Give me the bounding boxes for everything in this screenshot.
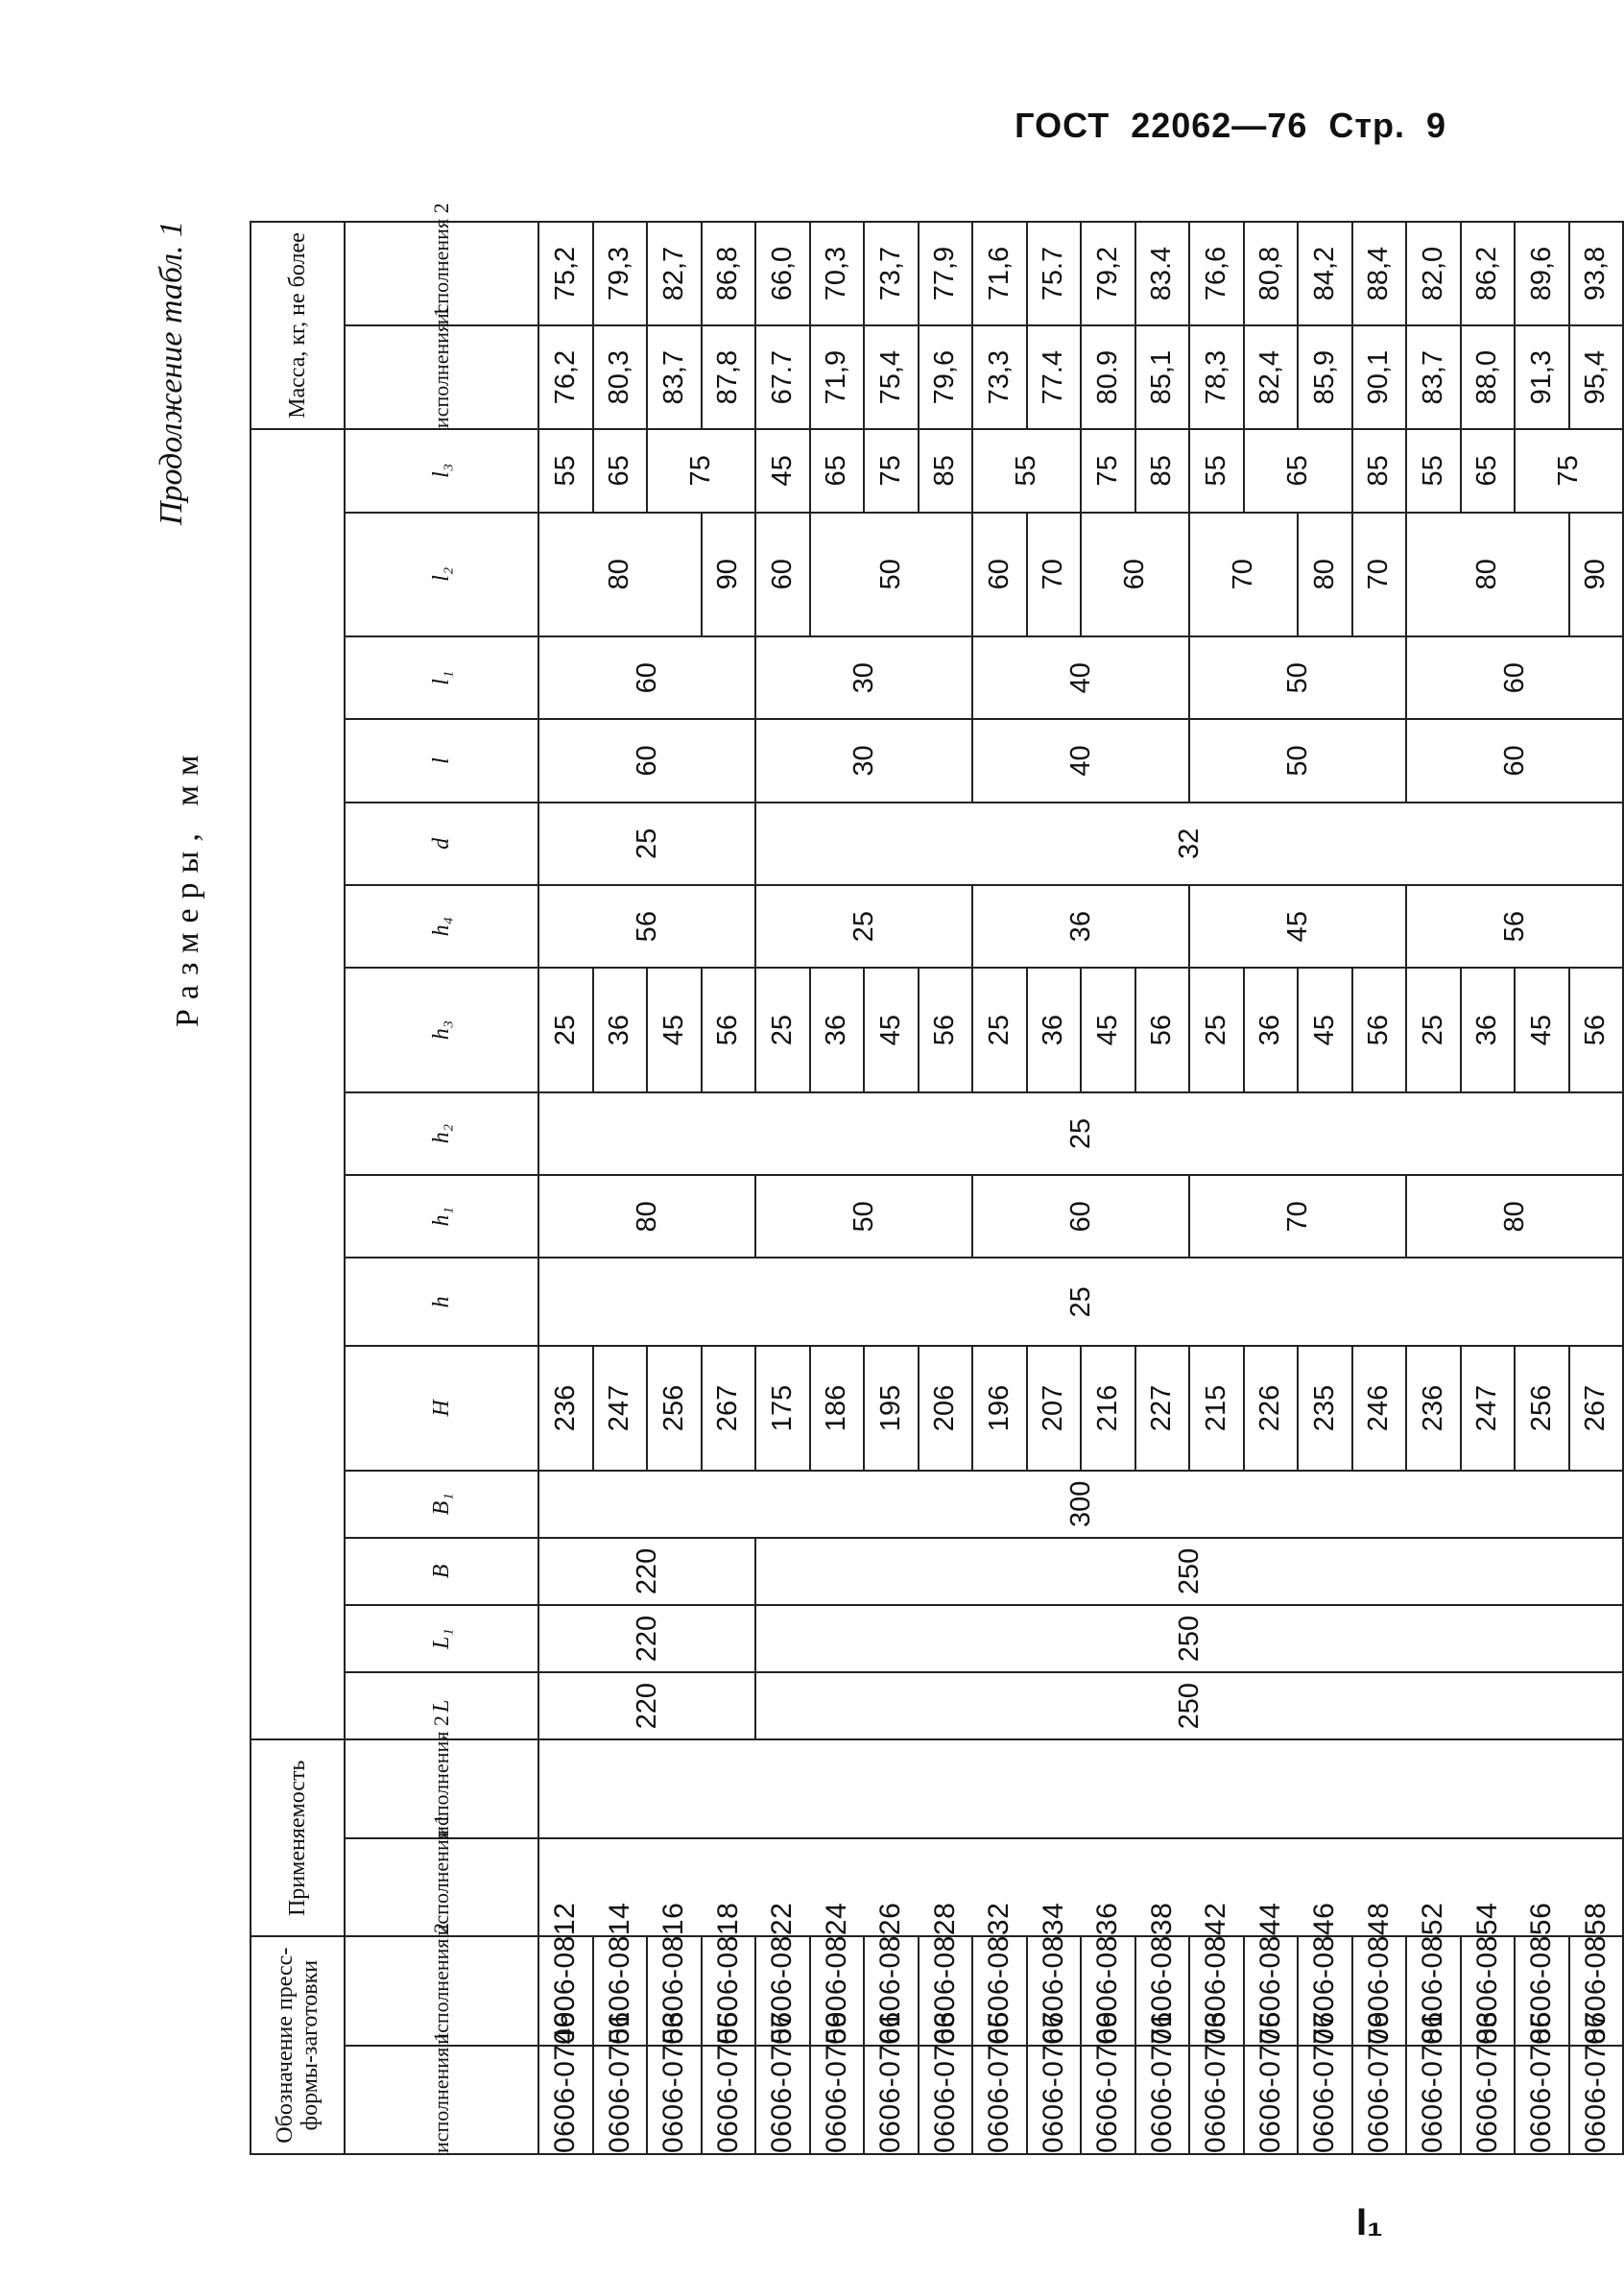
mass2-value: 75.7 [1027, 222, 1082, 325]
page-number: 9 [1425, 106, 1446, 145]
exec2-code: 0606-0856 [1515, 1936, 1569, 2045]
l3-value: 75 [1081, 429, 1135, 512]
B-value: 220 [538, 1538, 755, 1605]
l2-value: 80 [1406, 513, 1569, 637]
mass1-value: 83,7 [1406, 325, 1461, 429]
exec1-code: 0606-0751 [593, 2046, 648, 2154]
h4-value: 36 [972, 885, 1189, 968]
exec1-code: 0606-0787 [1569, 2046, 1624, 2154]
h1-value: 70 [1189, 1175, 1406, 1258]
h1-value: 50 [755, 1175, 972, 1258]
mass2-value: 82,0 [1406, 222, 1461, 325]
mass2-value: 71,6 [972, 222, 1027, 325]
mass1-value: 95,4 [1569, 325, 1624, 429]
exec2-code: 0606-0824 [810, 1936, 865, 2045]
exec1-code: 0606-0757 [755, 2046, 810, 2154]
h1-value: 80 [1406, 1175, 1623, 1258]
col-d-header: d [345, 803, 538, 885]
l2-value: 50 [810, 513, 973, 637]
app1-header: исполнения 1 [345, 1838, 538, 1937]
h3-value: 36 [1027, 968, 1082, 1092]
table-title-row [149, 221, 235, 2155]
l2-value: 60 [972, 513, 1027, 637]
mass1-value: 85,1 [1135, 325, 1190, 429]
l-value: 30 [755, 719, 972, 802]
H-value: 246 [1352, 1346, 1407, 1471]
L1-value: 220 [538, 1605, 755, 1672]
app1-cell [538, 1838, 1623, 1937]
l3-value: 75 [647, 429, 755, 512]
mass2-value: 75,2 [538, 222, 593, 325]
l2-value: 70 [1027, 513, 1082, 637]
l2-value: 70 [1352, 513, 1407, 637]
h3-value: 56 [702, 968, 756, 1092]
exec1-header: исполнения 1 [345, 2046, 538, 2154]
h3-value: 45 [1515, 968, 1569, 1092]
dimensions-group-header [251, 429, 345, 1739]
exec2-code: 0606-0816 [647, 1936, 702, 2045]
h3-value: 56 [919, 968, 973, 1092]
B-value: 250 [755, 1538, 1623, 1605]
mass1-value: 80,3 [593, 325, 648, 429]
mass2-value: 82,7 [647, 222, 702, 325]
exec2-code: 0606-0846 [1298, 1936, 1352, 2045]
mass2-value: 88,4 [1352, 222, 1407, 325]
l1-value: 50 [1189, 636, 1406, 719]
h3-value: 25 [1406, 968, 1461, 1092]
l2-value: 80 [538, 513, 702, 637]
standard-label: ГОСТ [1015, 106, 1111, 145]
exec2-code: 0606-0812 [538, 1936, 593, 2045]
H-value: 256 [1515, 1346, 1569, 1471]
H-value: 175 [755, 1346, 810, 1471]
col-L1-header: L₁ [345, 1605, 538, 1672]
page-label: Стр. [1328, 106, 1405, 145]
mass1-value: 91,3 [1515, 325, 1569, 429]
exec2-code: 0606-0822 [755, 1936, 810, 2045]
applicability-header: Применяемость [251, 1739, 345, 1936]
exec2-code: 0606-0838 [1135, 1936, 1190, 2045]
exec2-code: 0606-0858 [1569, 1936, 1624, 2045]
h3-value: 36 [810, 968, 865, 1092]
exec2-code: 0606-0834 [1027, 1936, 1082, 2045]
H-value: 236 [538, 1346, 593, 1471]
h4-value: 56 [1406, 885, 1623, 968]
h3-value: 56 [1135, 968, 1190, 1092]
mass2-value: 66,0 [755, 222, 810, 325]
mass2-value: 73,7 [864, 222, 919, 325]
exec2-code: 0606-0852 [1406, 1936, 1461, 2045]
d-value: 32 [755, 803, 1623, 885]
exec2-code: 0606-0836 [1081, 1936, 1135, 2045]
exec1-code: 0606-0769 [1081, 2046, 1135, 2154]
mass1-value: 78,3 [1189, 325, 1244, 429]
h3-value: 45 [864, 968, 919, 1092]
h3-value: 45 [647, 968, 702, 1092]
mass2-value: 70,3 [810, 222, 865, 325]
continuation-label: Продолжение табл. 1 [154, 221, 189, 526]
h3-value: 56 [1569, 968, 1624, 1092]
exec1-code: 0606-0773 [1189, 2046, 1244, 2154]
H-value: 216 [1081, 1346, 1135, 1471]
mass1-value: 76,2 [538, 325, 593, 429]
exec1-code: 0606-0771 [1135, 2046, 1190, 2154]
mass1-value: 77.4 [1027, 325, 1082, 429]
mass2-value: 86,2 [1461, 222, 1516, 325]
h2-value: 25 [538, 1092, 1623, 1175]
l2-value: 90 [1569, 513, 1624, 637]
mass1-value: 73,3 [972, 325, 1027, 429]
exec1-code: 0606-0767 [1027, 2046, 1082, 2154]
mass1-value: 82,4 [1244, 325, 1299, 429]
h3-value: 25 [755, 968, 810, 1092]
mass1-value: 79,6 [919, 325, 973, 429]
mass1-value: 90,1 [1352, 325, 1407, 429]
mass2-value: 84,2 [1298, 222, 1352, 325]
mass1-value: 80.9 [1081, 325, 1135, 429]
l3-value: 65 [593, 429, 648, 512]
l1-value: 40 [972, 636, 1189, 719]
H-value: 247 [593, 1346, 648, 1471]
exec2-code: 0606-0818 [702, 1936, 756, 2045]
l-value: 40 [972, 719, 1189, 802]
H-value: 267 [1569, 1346, 1624, 1471]
H-value: 206 [919, 1346, 973, 1471]
exec2-code: 0606-0828 [919, 1936, 973, 2045]
col-L-header: L [345, 1672, 538, 1739]
H-value: 215 [1189, 1346, 1244, 1471]
exec2-code: 0606-0842 [1189, 1936, 1244, 2045]
mass2-value: 77,9 [919, 222, 973, 325]
col-l2-header: l₂ [345, 513, 538, 637]
mass1-value: 83,7 [647, 325, 702, 429]
l3-value: 55 [972, 429, 1081, 512]
col-h4-header: h₄ [345, 885, 538, 968]
L1-value: 250 [755, 1605, 1623, 1672]
exec2-code: 0606-0844 [1244, 1936, 1299, 2045]
col-h3-header: h₃ [345, 968, 538, 1092]
l2-value: 60 [1081, 513, 1189, 637]
mass2-value: 86,8 [702, 222, 756, 325]
h3-value: 45 [1081, 968, 1135, 1092]
mass1-value: 88,0 [1461, 325, 1516, 429]
mass2-value: 79,3 [593, 222, 648, 325]
exec2-code: 0606-0832 [972, 1936, 1027, 2045]
l1-value: 60 [1406, 636, 1623, 719]
exec1-code: 0606-0755 [702, 2046, 756, 2154]
exec1-code: 0606-0761 [864, 2046, 919, 2154]
h4-value: 25 [755, 885, 972, 968]
exec1-code: 0606-0783 [1461, 2046, 1516, 2154]
mass2-value: 76,6 [1189, 222, 1244, 325]
col-l1-header: l₁ [345, 636, 538, 719]
exec1-code: 0606-0765 [972, 2046, 1027, 2154]
mass2-value: 80,8 [1244, 222, 1299, 325]
h3-value: 36 [593, 968, 648, 1092]
H-value: 227 [1135, 1346, 1190, 1471]
col-l3-header: l₃ [345, 429, 538, 512]
H-value: 236 [1406, 1346, 1461, 1471]
l-value: 60 [538, 719, 755, 802]
mass1-value: 71,9 [810, 325, 865, 429]
L-value: 250 [755, 1672, 1623, 1739]
exec1-code: 0606-0749 [538, 2046, 593, 2154]
l-value: 50 [1189, 719, 1406, 802]
app2-cell [538, 1739, 1623, 1838]
col-h2-header: h₂ [345, 1092, 538, 1175]
col-l-header: l [345, 719, 538, 802]
l3-value: 75 [1515, 429, 1623, 512]
l1-value: 30 [755, 636, 972, 719]
col-h-header: h [345, 1258, 538, 1347]
l2-value: 90 [702, 513, 756, 637]
col-B1-header: B₁ [345, 1471, 538, 1538]
mass1-value: 85,9 [1298, 325, 1352, 429]
H-value: 267 [702, 1346, 756, 1471]
l3-value: 85 [1352, 429, 1407, 512]
H-value: 226 [1244, 1346, 1299, 1471]
l3-value: 75 [864, 429, 919, 512]
l3-value: 55 [538, 429, 593, 512]
exec1-code: 0606-0763 [919, 2046, 973, 2154]
dimensions-table [250, 203, 1624, 2155]
mass1-header: исполнения 1 [345, 325, 538, 429]
h3-value: 25 [538, 968, 593, 1092]
l3-value: 45 [755, 429, 810, 512]
l3-value: 65 [1461, 429, 1516, 512]
exec2-code: 0606-0814 [593, 1936, 648, 2045]
h1-value: 80 [538, 1175, 755, 1258]
col-H-header: H [345, 1346, 538, 1471]
h-value: 25 [538, 1258, 1623, 1347]
h3-value: 36 [1244, 968, 1299, 1092]
mass-header: Масса, кг, не более [251, 222, 345, 429]
exec1-code: 0606-0759 [810, 2046, 865, 2154]
h4-value: 45 [1189, 885, 1406, 968]
exec1-code: 0606-0775 [1244, 2046, 1299, 2154]
d-value: 25 [538, 803, 755, 885]
exec2-code: 0606-0826 [864, 1936, 919, 2045]
h3-value: 25 [972, 968, 1027, 1092]
mass2-value: 93,8 [1569, 222, 1624, 325]
exec2-code: 0606-0848 [1352, 1936, 1407, 2045]
page-header [1015, 106, 1446, 146]
exec1-code: 0606-0753 [647, 2046, 702, 2154]
H-value: 186 [810, 1346, 865, 1471]
mass2-value: 89,6 [1515, 222, 1569, 325]
L-value: 220 [538, 1672, 755, 1739]
l3-value: 65 [810, 429, 865, 512]
B1-value: 300 [538, 1471, 1623, 1538]
mass1-value: 67.7 [755, 325, 810, 429]
l2-value: 60 [755, 513, 810, 637]
l2-value: 80 [1298, 513, 1352, 637]
H-value: 207 [1027, 1346, 1082, 1471]
mass1-value: 87,8 [702, 325, 756, 429]
H-value: 195 [864, 1346, 919, 1471]
table-title: Размеры, мм [170, 745, 205, 1027]
l2-value: 70 [1189, 513, 1298, 637]
mass2-header: исполнения 2 [345, 222, 538, 325]
l-value: 60 [1406, 719, 1623, 802]
l3-value: 55 [1189, 429, 1244, 512]
l3-value: 85 [919, 429, 973, 512]
col-B-header: B [345, 1538, 538, 1605]
exec1-code: 0606-0785 [1515, 2046, 1569, 2154]
mass2-value: 83.4 [1135, 222, 1190, 325]
l1-value: 60 [538, 636, 755, 719]
col-h1-header: h₁ [345, 1175, 538, 1258]
exec2-header: исполнения 2 [345, 1936, 538, 2045]
h1-value: 60 [972, 1175, 1189, 1258]
l3-value: 55 [1406, 429, 1461, 512]
h3-value: 45 [1298, 968, 1352, 1092]
page-stamp: I₁ [1356, 2201, 1383, 2243]
designation-header: Обозначение пресс-формы-заготовки [251, 1936, 345, 2154]
exec2-code: 0606-0854 [1461, 1936, 1516, 2045]
table-row [538, 222, 593, 2154]
standard-number: 22062—76 [1131, 106, 1308, 145]
h3-value: 36 [1461, 968, 1516, 1092]
exec1-code: 0606-0779 [1352, 2046, 1407, 2154]
H-value: 235 [1298, 1346, 1352, 1471]
rotated-table-sheet [149, 203, 1612, 2155]
l3-value: 65 [1244, 429, 1352, 512]
h4-value: 56 [538, 885, 755, 968]
exec1-code: 0606-0781 [1406, 2046, 1461, 2154]
H-value: 247 [1461, 1346, 1516, 1471]
app2-header: исполнения 2 [345, 1739, 538, 1838]
l3-value: 85 [1135, 429, 1190, 512]
mass1-value: 75,4 [864, 325, 919, 429]
h3-value: 56 [1352, 968, 1407, 1092]
mass2-value: 79,2 [1081, 222, 1135, 325]
H-value: 196 [972, 1346, 1027, 1471]
exec1-code: 0606-0777 [1298, 2046, 1352, 2154]
H-value: 256 [647, 1346, 702, 1471]
h3-value: 25 [1189, 968, 1244, 1092]
